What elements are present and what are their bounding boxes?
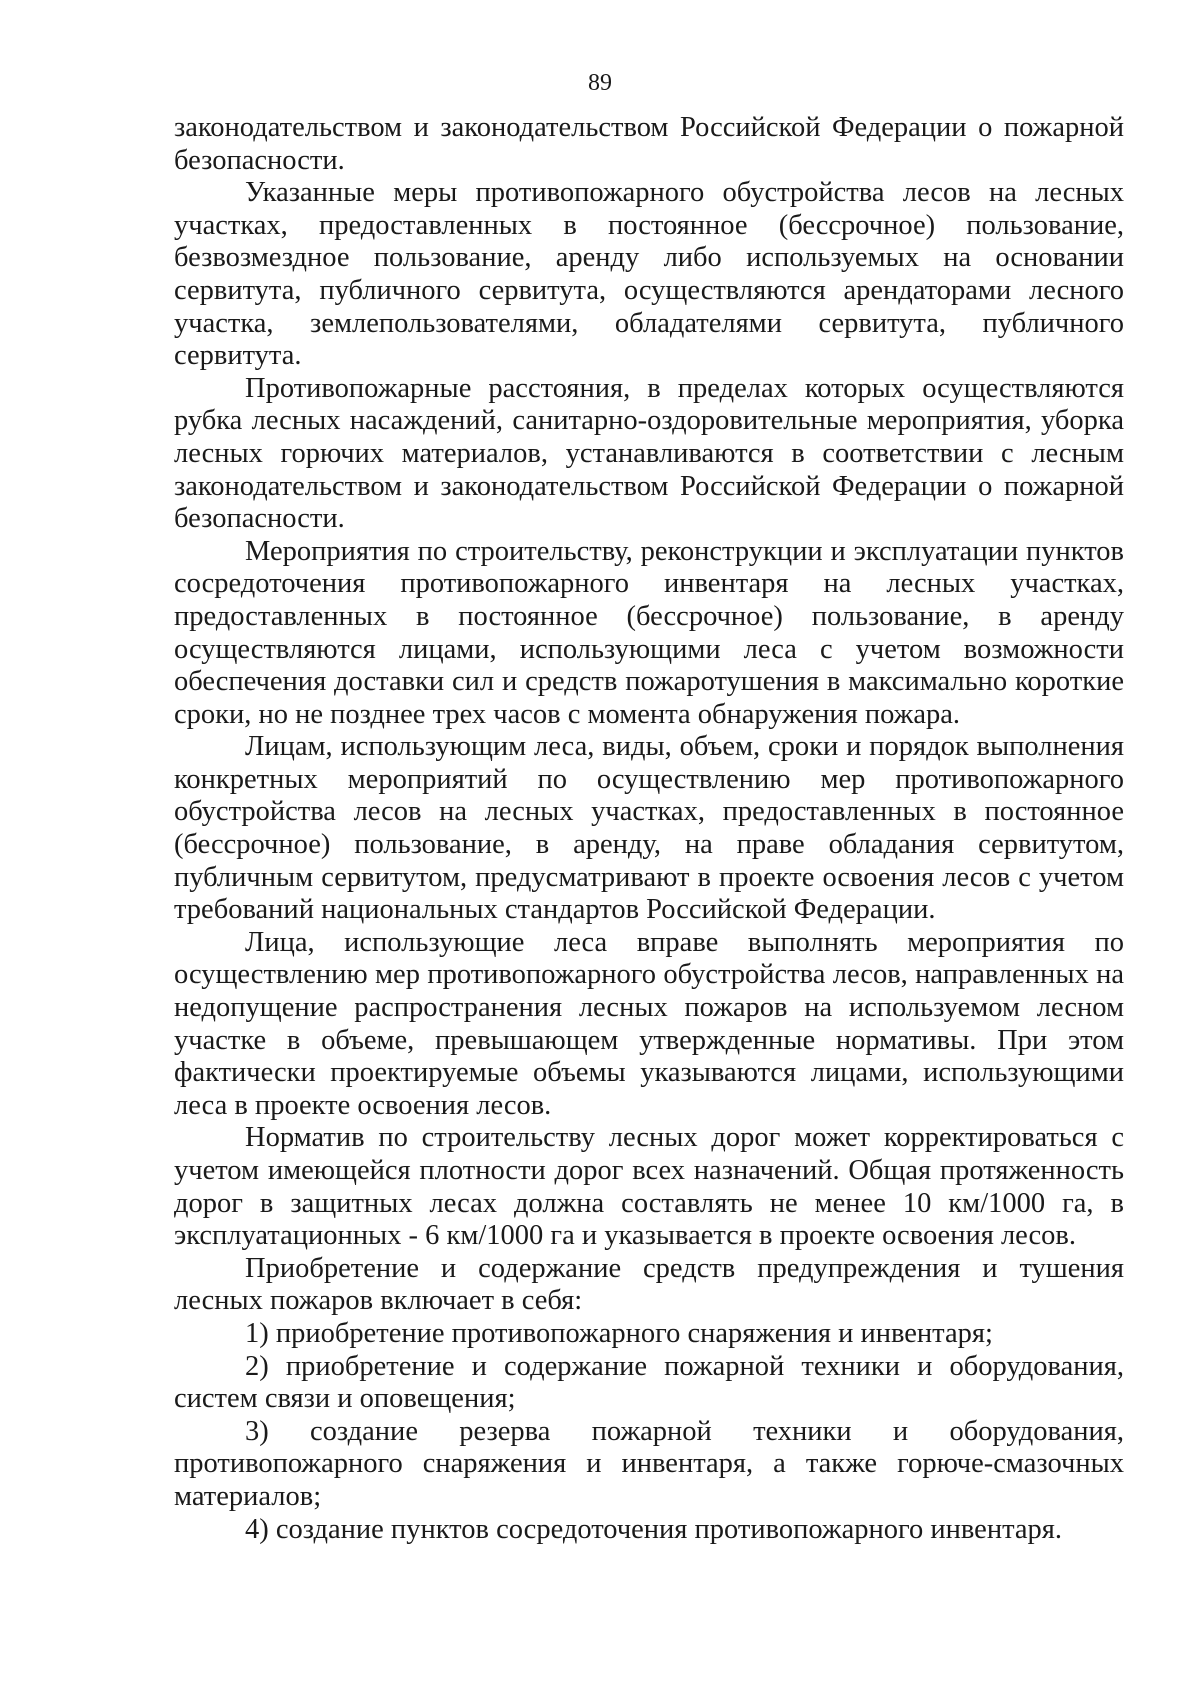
page-number: 89 <box>588 70 612 96</box>
document-body <box>174 112 1124 1546</box>
paragraph-fire-measures-participants: Указанные меры противопожарного обустройства лесов на лесных участках, предоставленных в постоянное (бессрочное) пользование, безвозмездное пользование, аренду либо используемых на основании сервитута, публичного сервитута, осуществляются арендаторами лесного участка, землепользователями, обладателями сервитута, публичного сервитута. <box>174 177 1124 372</box>
paragraph-forest-users-planning: Лицам, использующим леса, виды, объем, сроки и порядок выполнения конкретных мероприятий по осуществлению мер противопожарного обустройства лесов на лесных участках, предоставленных в постоянное (бессрочное) пользование, в аренду, на праве обладания сервитутом, публичным сервитутом, предусматривают в проекте освоения лесов с учетом требований национальных стандартов Российской Федерации. <box>174 731 1124 926</box>
list-item-1: 1) приобретение противопожарного снаряжения и инвентаря; <box>245 1317 993 1349</box>
paragraph-continuation: законодательством и законодательством Российской Федерации о пожарной безопасности. <box>174 112 1124 176</box>
list-item-2: 2) приобретение и содержание пожарной техники и оборудования, систем связи и оповещения; <box>174 1350 1124 1415</box>
paragraph-extra-measures: Лица, использующие леса вправе выполнять мероприятия по осуществлению мер противопожарного обустройства лесов, направленных на недопущение распространения лесных пожаров на используемом лесном участке в объеме, превышающем утвержденные нормативы. При этом фактически проектируемые объемы указываются лицами, использующими леса в проекте освоения лесов. <box>174 926 1124 1121</box>
list-item-4: 4) создание пунктов сосредоточения противопожарного инвентаря. <box>245 1513 1063 1545</box>
paragraph-equipment-intro: Приобретение и содержание средств предупреждения и тушения лесных пожаров включает в себя: <box>174 1252 1124 1317</box>
list-item-3: 3) создание резерва пожарной техники и оборудования, противопожарного снаряжения и инвентаря, а также горюче-смазочных материалов; <box>174 1415 1124 1512</box>
paragraph-road-norms: Норматив по строительству лесных дорог может корректироваться с учетом имеющейся плотности дорог всех назначений. Общая протяженность дорог в защитных лесах должна составлять не менее 10 км/1000 га, в эксплуатационных - 6 км/1000 га и указывается в проекте освоения лесов. <box>174 1122 1124 1252</box>
paragraph-fire-distances: Противопожарные расстояния, в пределах которых осуществляются рубка лесных насаждений, санитарно-оздоровительные мероприятия, уборка лесных горючих материалов, устанавливаются в соответствии с лесным законодательством и законодательством Российской Федерации о пожарной безопасности. <box>174 372 1124 535</box>
paragraph-concentration-points: Мероприятия по строительству, реконструкции и эксплуатации пунктов сосредоточения противопожарного инвентаря на лесных участках, предоставленных в постоянное (бессрочное) пользование, в аренду осуществляются лицами, использующими леса с учетом возможности обеспечения доставки сил и средств пожаротушения в максимально короткие сроки, но не позднее трех часов с момента обнаружения пожара. <box>174 535 1124 730</box>
